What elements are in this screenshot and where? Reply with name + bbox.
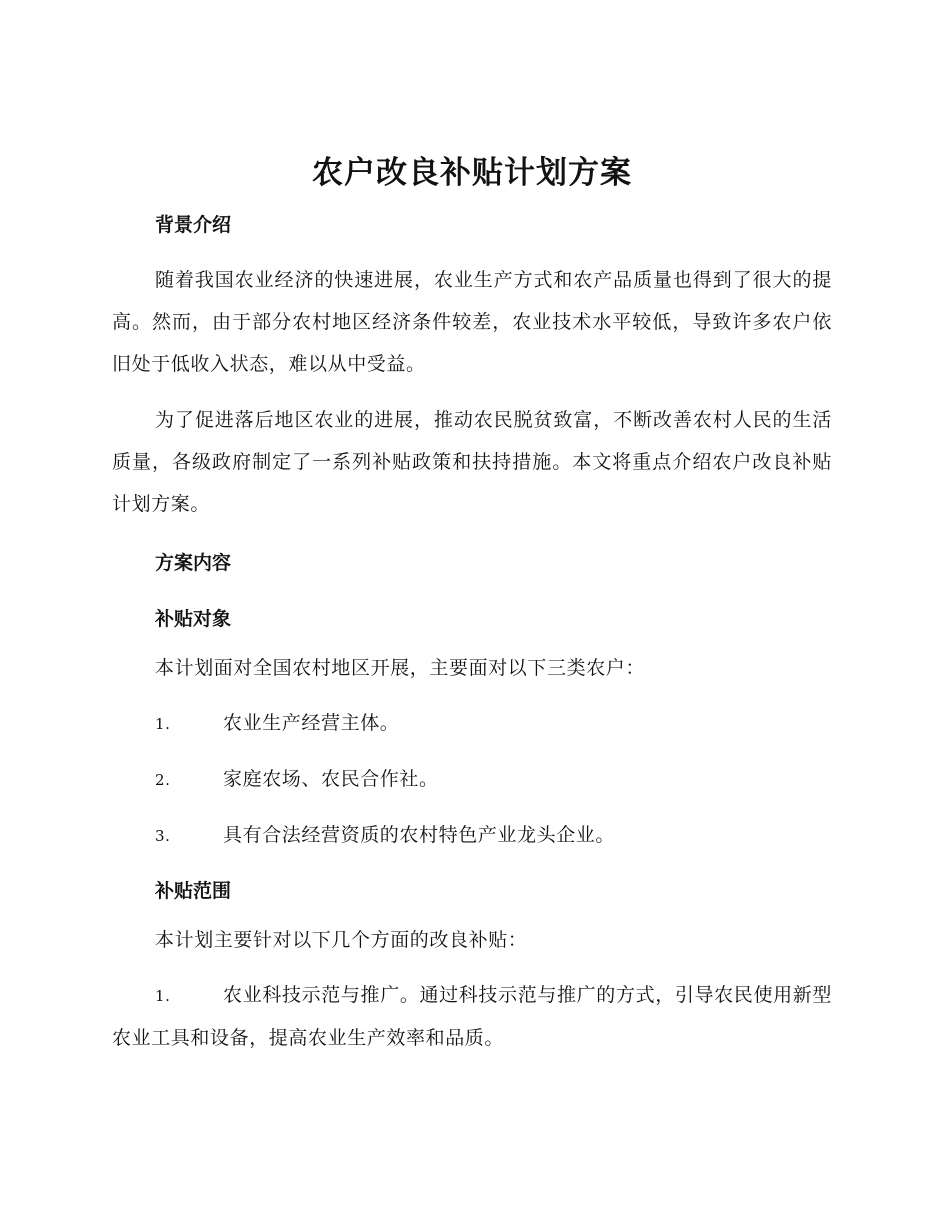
list-item-text: 农业生产经营主体。 xyxy=(223,712,400,734)
paragraph-background-2: 为了促进落后地区农业的进展，推动农民脱贫致富，不断改善农村人民的生活质量，各级政府制定了一系列补贴政策和扶持措施。本文将重点介绍农户改良补贴计划方案。 xyxy=(112,409,832,515)
list-item-number: 1. xyxy=(155,715,171,733)
paragraph-targets-intro: 本计划面对全国农村地区开展，主要面对以下三类农户： xyxy=(155,657,646,679)
heading-background: 背景介绍 xyxy=(155,214,232,236)
list-item xyxy=(112,758,832,801)
list-item-number: 1. xyxy=(155,987,171,1005)
heading-scope: 补贴范围 xyxy=(155,880,232,902)
paragraph-background-1: 随着我国农业经济的快速进展，农业生产方式和农产品质量也得到了很大的提高。然而，由于部分农村地区经济条件较差，农业技术水平较低，导致许多农户依旧处于低收入状态，难以从中受益。 xyxy=(112,269,832,375)
paragraph-scope-intro: 本计划主要针对以下几个方面的改良补贴： xyxy=(155,929,528,951)
list-item xyxy=(112,814,832,857)
list-item-text: 具有合法经营资质的农村特色产业龙头企业。 xyxy=(223,824,616,846)
list-item-number: 3. xyxy=(155,827,171,845)
list-item-text: 农业科技示范与推广。通过科技示范与推广的方式，引导农民使用新型农业工具和设备，提高农业生产效率和品质。 xyxy=(112,984,832,1049)
list-item xyxy=(112,974,832,1059)
heading-targets: 补贴对象 xyxy=(155,608,232,630)
heading-content: 方案内容 xyxy=(155,552,232,574)
list-item xyxy=(112,702,832,745)
list-item-number: 2. xyxy=(155,771,171,789)
document-title: 农户改良补贴计划方案 xyxy=(312,155,632,191)
list-item-text: 家庭农场、农民合作社。 xyxy=(223,768,439,790)
document-page xyxy=(112,150,832,1059)
